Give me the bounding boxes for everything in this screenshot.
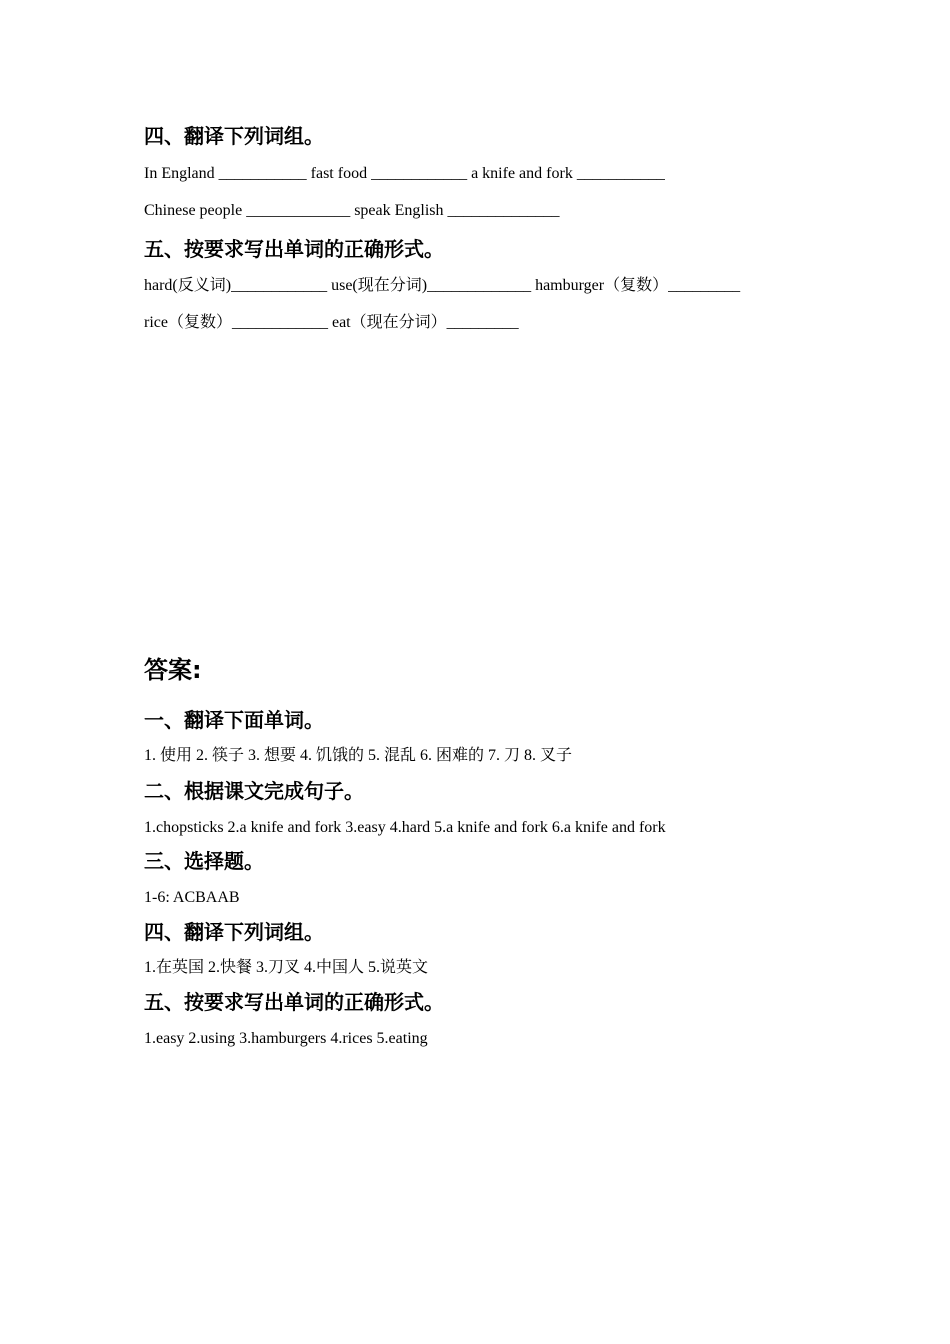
answers-section1-heading: 一、翻译下面单词。 <box>144 708 324 732</box>
answers-section2-text: 1.chopsticks 2.a knife and fork 3.easy 4.hard 5.a knife and fork 6.a knife and fork <box>144 819 666 836</box>
section4-line-1: In England ___________ fast food ____________ a knife and fork ___________ <box>144 165 665 182</box>
answers-section1-text: 1. 使用 2. 筷子 3. 想要 4. 饥饿的 5. 混乱 6. 困难的 7. 刀 8. 叉子 <box>144 747 573 764</box>
answers-section2-heading: 二、根据课文完成句子。 <box>144 779 364 803</box>
answers-section4-heading: 四、翻译下列词组。 <box>144 920 324 944</box>
answers-section5-text: 1.easy 2.using 3.hamburgers 4.rices 5.eating <box>144 1030 428 1047</box>
section5-line-1: hard(反义词)____________ use(现在分词)_____________ hamburger（复数）_________ <box>144 277 741 294</box>
section4-line-2: Chinese people _____________ speak English ______________ <box>144 202 560 219</box>
answers-section5-heading: 五、按要求写出单词的正确形式。 <box>144 990 444 1014</box>
section4-heading: 四、翻译下列词组。 <box>144 124 324 148</box>
answers-section3-heading: 三、选择题。 <box>144 849 264 873</box>
answers-section3-text: 1-6: ACBAAB <box>144 889 240 906</box>
section5-heading: 五、按要求写出单词的正确形式。 <box>144 237 444 261</box>
section5-line-2: rice（复数）____________ eat（现在分词）_________ <box>144 314 519 331</box>
answers-title: 答案: <box>144 656 202 684</box>
answers-section4-text: 1.在英国 2.快餐 3.刀叉 4.中国人 5.说英文 <box>144 959 429 976</box>
